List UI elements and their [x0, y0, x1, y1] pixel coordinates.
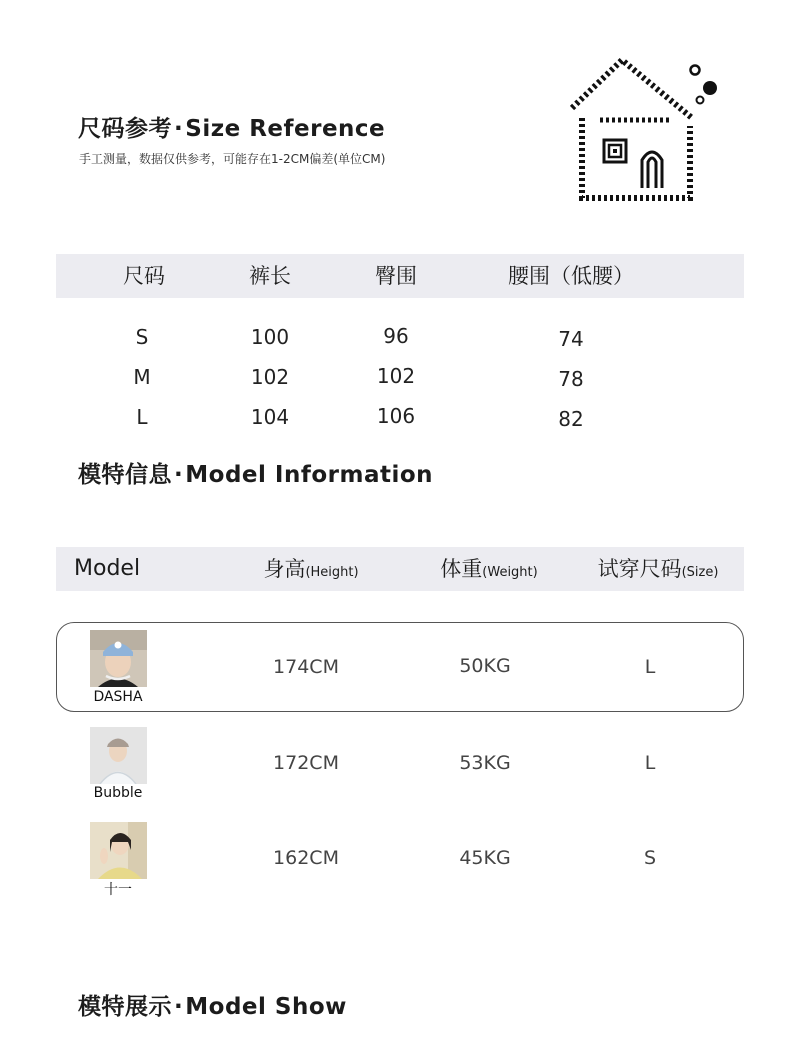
model-information-title-en: Model Information — [185, 462, 434, 488]
model-size: L — [644, 656, 656, 678]
model-information-title-cn: 模特信息 — [78, 462, 172, 488]
model-show-title-cn: 模特展示 — [78, 994, 172, 1020]
model-name: DASHA — [93, 689, 143, 705]
weight-header-sub: (Weight) — [482, 565, 538, 580]
model-show-title-en: Model Show — [185, 994, 347, 1020]
model-weight: 50KG — [459, 655, 511, 677]
height-header-main: 身高 — [263, 557, 306, 581]
length-cell: 100 — [250, 325, 290, 349]
size-cell: L — [136, 405, 148, 429]
title-dot: · — [174, 994, 184, 1020]
waist-cell: 74 — [558, 327, 584, 351]
model-weight: 53KG — [459, 752, 511, 774]
waist-cell: 82 — [558, 407, 584, 431]
model-table-header — [56, 547, 744, 591]
length-header-cell: 裤长 — [249, 264, 291, 288]
model-height: 174CM — [273, 656, 339, 678]
weight-header-main: 体重 — [440, 557, 483, 581]
size-tried-header-sub: (Size) — [681, 565, 719, 580]
size-reference-title-en: Size Reference — [185, 116, 386, 142]
avatar — [90, 630, 147, 687]
size-reference-title-cn: 尺码参考 — [78, 116, 172, 142]
avatar — [90, 822, 147, 879]
height-header-sub: (Height) — [305, 565, 359, 580]
model-size: S — [643, 847, 657, 869]
model-size: L — [644, 752, 656, 774]
model-weight: 45KG — [459, 847, 511, 869]
hip-cell: 102 — [376, 364, 416, 388]
size-tried-header-cell — [572, 547, 744, 591]
hip-cell: 106 — [376, 404, 416, 428]
model-height: 162CM — [273, 847, 339, 869]
measurement-note: 手工测量，数据仅供参考，可能存在1-2CM偏差(单位CM) — [79, 152, 386, 166]
size-tried-header-main: 试穿尺码 — [597, 557, 682, 581]
size-table-header — [56, 254, 744, 298]
hip-cell: 96 — [383, 324, 409, 348]
height-header-cell — [246, 547, 376, 591]
model-height: 172CM — [273, 752, 339, 774]
house-logo-icon — [560, 48, 730, 208]
model-information-title — [78, 456, 433, 489]
waist-cell: 78 — [558, 367, 584, 391]
title-dot: · — [174, 462, 184, 488]
model-name: 十一 — [104, 882, 132, 898]
brand-logo — [560, 48, 730, 208]
size-cell: M — [133, 365, 151, 389]
avatar — [90, 727, 147, 784]
size-reference-title — [78, 110, 385, 143]
size-header-cell: 尺码 — [123, 264, 165, 288]
model-header-main: Model — [74, 556, 141, 581]
length-cell: 102 — [250, 365, 290, 389]
model-show-title — [78, 988, 347, 1021]
size-cell: S — [135, 325, 149, 349]
weight-header-cell — [422, 547, 556, 591]
waist-header-cell: 腰围（低腰） — [508, 264, 634, 288]
length-cell: 104 — [250, 405, 290, 429]
hip-header-cell: 臀围 — [375, 264, 417, 288]
model-name: Bubble — [93, 785, 143, 801]
title-dot: · — [174, 116, 184, 142]
model-header-cell — [74, 547, 164, 591]
